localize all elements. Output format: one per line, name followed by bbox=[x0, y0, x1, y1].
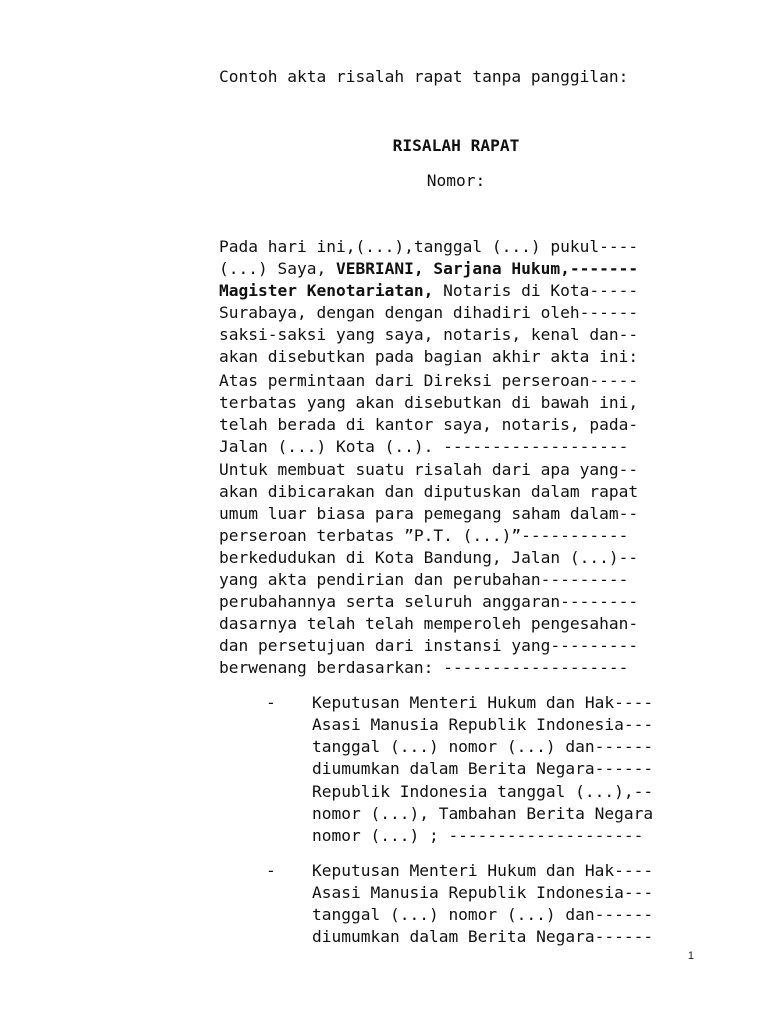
body-line-9: telah berada di kantor saya, notaris, pada- bbox=[219, 415, 639, 434]
body-line-11: Untuk membuat suatu risalah dari apa yang-- bbox=[219, 460, 639, 479]
body-line-2 bbox=[219, 258, 638, 280]
bullet-1-line-5: Republik Indonesia tanggal (...),-- bbox=[312, 782, 654, 801]
body-line-3 bbox=[219, 280, 638, 302]
body-line-18: dasarnya telah telah memperoleh pengesahan- bbox=[219, 614, 639, 633]
bullet-2-line-2: Asasi Manusia Republik Indonesia--- bbox=[312, 883, 654, 902]
body-line-12: akan dibicarakan dan diputuskan dalam rapat bbox=[219, 482, 639, 501]
body-line-7: Atas permintaan dari Direksi perseroan----- bbox=[219, 371, 639, 390]
body-line-2-text: (...) Saya, bbox=[219, 259, 336, 278]
body-line-15: berkedudukan di Kota Bandung, Jalan (...)-- bbox=[219, 548, 639, 567]
intro-text: Contoh akta risalah rapat tanpa panggilan: bbox=[219, 67, 629, 86]
body-line-3-text: Notaris di Kota----- bbox=[433, 281, 639, 300]
bullet-2-line-4: diumumkan dalam Berita Negara------ bbox=[312, 927, 654, 946]
bullet-dash-2: - bbox=[266, 861, 276, 880]
bullet-1-line-6: nomor (...), Tambahan Berita Negara bbox=[312, 804, 654, 823]
bullet-2-line-1: Keputusan Menteri Hukum dan Hak---- bbox=[312, 861, 654, 880]
body-line-13: umum luar biasa para pemegang saham dalam-- bbox=[219, 504, 639, 523]
body-line-16: yang akta pendirian dan perubahan--------- bbox=[219, 570, 629, 589]
bullet-1-line-2: Asasi Manusia Republik Indonesia--- bbox=[312, 715, 654, 734]
page-number: 1 bbox=[687, 950, 694, 962]
bullet-dash-1: - bbox=[266, 693, 276, 712]
document-number-label: Nomor: bbox=[426, 171, 486, 190]
body-line-17: perubahannya serta seluruh anggaran-------- bbox=[219, 592, 639, 611]
body-line-1: Pada hari ini,(...),tanggal (...) pukul---- bbox=[219, 237, 639, 256]
body-line-5: saksi-saksi yang saya, notaris, kenal dan-- bbox=[219, 325, 639, 344]
body-line-8: terbatas yang akan disebutkan di bawah ini, bbox=[219, 393, 639, 412]
body-line-19: dan persetujuan dari instansi yang--------- bbox=[219, 636, 639, 655]
bullet-1-line-3: tanggal (...) nomor (...) dan------ bbox=[312, 737, 654, 756]
notary-title: Magister Kenotariatan, bbox=[219, 281, 434, 300]
notary-name: VEBRIANI, Sarjana Hukum,------- bbox=[335, 259, 639, 278]
bullet-2-line-3: tanggal (...) nomor (...) dan------ bbox=[312, 905, 654, 924]
body-line-10: Jalan (...) Kota (..). ------------------- bbox=[219, 437, 629, 456]
document-title: RISALAH RAPAT bbox=[392, 136, 520, 155]
body-line-4: Surabaya, dengan dengan dihadiri oleh------ bbox=[219, 303, 639, 322]
bullet-1-line-7: nomor (...) ; -------------------- bbox=[312, 826, 644, 845]
bullet-1-line-1: Keputusan Menteri Hukum dan Hak---- bbox=[312, 693, 654, 712]
bullet-1-line-4: diumumkan dalam Berita Negara------ bbox=[312, 759, 654, 778]
body-line-14: perseroan terbatas ”P.T. (...)”----------- bbox=[219, 526, 629, 545]
body-line-20: berwenang berdasarkan: ------------------- bbox=[219, 658, 629, 677]
body-line-6: akan disebutkan pada bagian akhir akta ini: bbox=[219, 347, 639, 366]
